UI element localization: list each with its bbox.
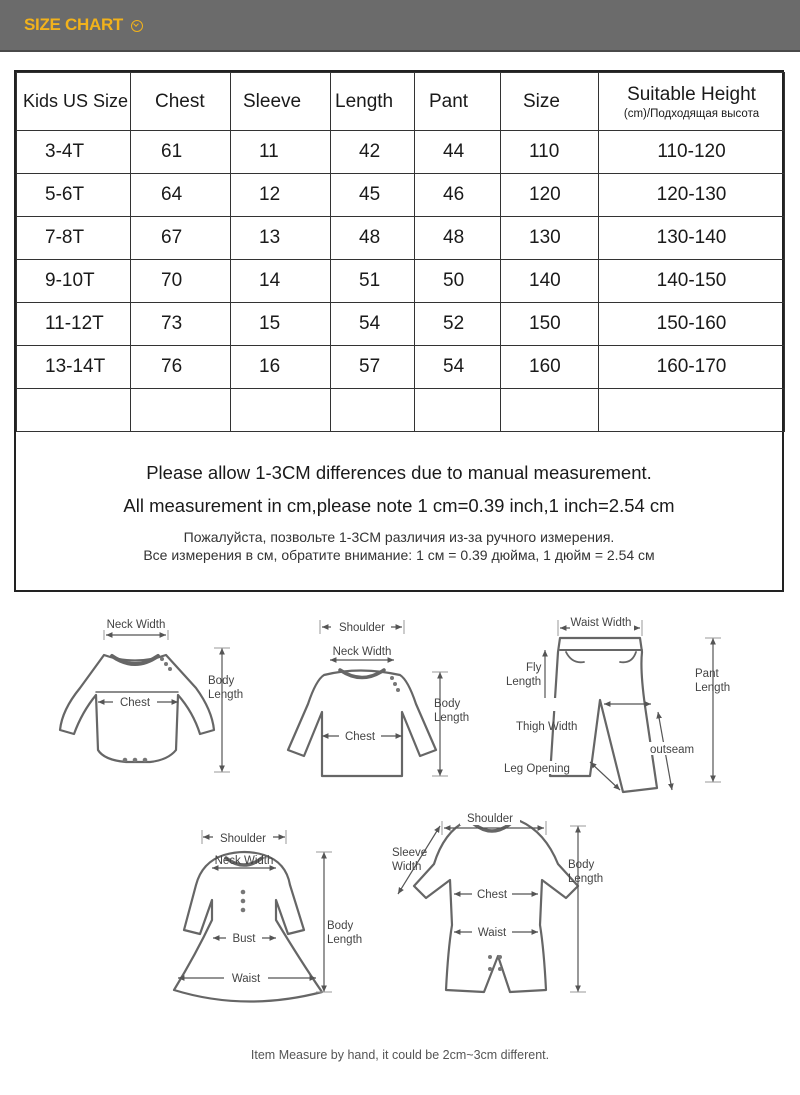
- pants-thigh-width-label: Thigh Width: [516, 721, 578, 733]
- table-cell-value: 110: [529, 141, 560, 162]
- header-kids-us-size: Kids US Size: [17, 73, 131, 131]
- dress-bust-label: Bust: [232, 933, 256, 945]
- shirt-shoulder-label: Shoulder: [338, 622, 386, 634]
- shirt-body-length-label-2: Length: [434, 712, 470, 724]
- table-cell-value: 7-8T: [45, 227, 85, 248]
- table-cell: [501, 174, 599, 217]
- banner-title: SIZE CHART: [24, 15, 124, 34]
- table-cell-value: 57: [359, 356, 381, 377]
- table-cell: [501, 303, 599, 346]
- table-cell: [17, 131, 131, 174]
- dress-shoulder-label: Shoulder: [219, 833, 267, 845]
- table-cell-value: 140-150: [656, 270, 727, 291]
- table-cell: [415, 346, 501, 389]
- table-body: [17, 131, 785, 432]
- table-cell-value: 3-4T: [45, 141, 85, 162]
- footnote: Item Measure by hand, it could be 2cm~3cm different.: [250, 1048, 550, 1062]
- table-cell: [501, 217, 599, 260]
- size-chart-banner: [0, 0, 800, 52]
- table-cell: [131, 260, 231, 303]
- table-cell: [17, 389, 131, 432]
- dress-body-length-label-2: Length: [327, 934, 363, 946]
- table-cell: [415, 303, 501, 346]
- bodysuit-chest-label: Chest: [119, 697, 151, 709]
- table-cell: [231, 217, 331, 260]
- table-cell-value: 130-140: [656, 227, 727, 248]
- table-cell-value: 46: [443, 184, 465, 205]
- table-cell: [599, 303, 785, 346]
- table-cell-value: 12: [259, 184, 281, 205]
- pants-waist-width-label: Waist Width: [570, 617, 632, 629]
- dress-neck-width-label: Neck Width: [214, 855, 274, 867]
- table-cell: [501, 260, 599, 303]
- table-cell: [331, 217, 415, 260]
- note-english-1: Please allow 1-3CM differences due to manual measurement.: [146, 462, 652, 483]
- table-cell-value: 13: [259, 227, 281, 248]
- table-cell: [231, 346, 331, 389]
- table-cell: [331, 174, 415, 217]
- table-cell-value: 160: [529, 356, 561, 377]
- table-row: [17, 389, 785, 432]
- table-row: [17, 217, 785, 260]
- header-size: Size: [501, 73, 599, 131]
- romper-waist-label: Waist: [477, 927, 507, 939]
- table-cell-value: 44: [443, 141, 465, 162]
- table-cell: [331, 131, 415, 174]
- table-cell-value: 150-160: [656, 313, 727, 334]
- table-cell: [599, 174, 785, 217]
- table-cell: [17, 346, 131, 389]
- note-russian-2: Все измерения в см, обратите внимание: 1 см = 0.39 дюйма, 1 дюйм = 2.54 см: [143, 547, 655, 563]
- table-cell-value: 13-14T: [45, 356, 106, 377]
- size-chart-box: [14, 70, 784, 592]
- table-cell: [501, 346, 599, 389]
- table-cell: [599, 346, 785, 389]
- table-cell-value: 120: [529, 184, 561, 205]
- table-cell-value: 42: [359, 141, 381, 162]
- table-cell: [231, 174, 331, 217]
- table-cell: [231, 303, 331, 346]
- romper-diagram: [414, 817, 578, 992]
- table-cell-value: 140: [529, 270, 561, 291]
- table-cell-value: 67: [161, 227, 183, 248]
- table-cell: [17, 260, 131, 303]
- table-cell-value: 130: [529, 227, 561, 248]
- note-english-2: All measurement in cm,please note 1 cm=0.39 inch,1 inch=2.54 cm: [123, 495, 675, 516]
- table-cell: [131, 131, 231, 174]
- dress-body-length-label-1: Body: [327, 920, 354, 932]
- romper-body-length-label-1: Body: [568, 859, 595, 871]
- header-sleeve: Sleeve: [231, 73, 331, 131]
- table-cell: [331, 303, 415, 346]
- header-chest: Chest: [131, 73, 231, 131]
- pants-fly-length-label-2: Length: [506, 676, 542, 688]
- table-cell: [415, 131, 501, 174]
- table-cell: [599, 389, 785, 432]
- table-cell-value: 11-12T: [45, 313, 104, 334]
- table-cell-value: 48: [443, 227, 465, 248]
- table-cell-value: 11: [259, 141, 279, 162]
- pants-leg-opening-label: Leg Opening: [504, 763, 570, 775]
- table-cell-value: 16: [259, 356, 281, 377]
- header-pant: Pant: [415, 73, 501, 131]
- table-header-row: [17, 73, 785, 131]
- table-cell: [231, 389, 331, 432]
- table-cell-value: 54: [359, 313, 381, 334]
- table-cell: [231, 260, 331, 303]
- table-row: [17, 303, 785, 346]
- measurement-diagrams: [0, 600, 800, 1060]
- shirt-neck-width-label: Neck Width: [332, 646, 392, 658]
- table-cell-value: 52: [443, 313, 465, 334]
- table-cell-value: 70: [161, 270, 183, 291]
- table-cell-value: 5-6T: [45, 184, 85, 205]
- table-cell: [415, 389, 501, 432]
- table-row: [17, 131, 785, 174]
- table-cell: [501, 389, 599, 432]
- table-cell: [599, 131, 785, 174]
- romper-sleeve-width-label-1: Sleeve: [392, 847, 428, 859]
- pants-pant-length-label-1: Pant: [695, 668, 719, 680]
- table-cell: [415, 217, 501, 260]
- table-cell: [415, 260, 501, 303]
- table-cell: [17, 303, 131, 346]
- header-length: Length: [331, 73, 415, 131]
- table-cell-value: 110-120: [657, 141, 726, 162]
- table-cell: [131, 303, 231, 346]
- shirt-body-length-label-1: Body: [434, 698, 461, 710]
- table-cell-value: 61: [161, 141, 183, 162]
- romper-shoulder-label: Shoulder: [466, 813, 514, 825]
- header-suitable-height: Suitable Height (cm)/Подходящая высота: [599, 73, 785, 131]
- table-cell: [131, 389, 231, 432]
- table-cell: [599, 260, 785, 303]
- romper-chest-label: Chest: [476, 889, 508, 901]
- table-cell: [17, 217, 131, 260]
- pants-pant-length-label-2: Length: [695, 682, 731, 694]
- table-cell: [331, 389, 415, 432]
- chevron-down-circle-icon: [131, 20, 143, 32]
- table-cell-value: 150: [529, 313, 561, 334]
- bodysuit-body-length-label-2: Length: [208, 689, 244, 701]
- size-table: [16, 72, 785, 432]
- pants-fly-length-label-1: Fly: [526, 662, 542, 674]
- shirt-diagram: [288, 670, 436, 776]
- table-cell: [501, 131, 599, 174]
- bodysuit-body-length-label-1: Body: [208, 675, 235, 687]
- table-cell: [131, 217, 231, 260]
- table-cell: [599, 217, 785, 260]
- table-row: [17, 174, 785, 217]
- table-cell-value: 45: [359, 184, 381, 205]
- table-cell: [231, 131, 331, 174]
- table-cell: [331, 260, 415, 303]
- table-cell-value: 54: [443, 356, 465, 377]
- table-row: [17, 346, 785, 389]
- shirt-chest-label: Chest: [344, 731, 376, 743]
- table-cell-value: 48: [359, 227, 381, 248]
- table-cell-value: 64: [161, 184, 183, 205]
- romper-body-length-label-2: Length: [568, 873, 604, 885]
- bodysuit-neck-width-label: Neck Width: [106, 619, 166, 631]
- table-cell: [131, 174, 231, 217]
- table-cell: [131, 346, 231, 389]
- pants-outseam-label: outseam: [650, 744, 695, 756]
- table-cell-value: 160-170: [656, 356, 727, 377]
- table-cell-value: 15: [259, 313, 281, 334]
- table-cell-value: 50: [443, 270, 465, 291]
- table-cell: [17, 174, 131, 217]
- table-cell-value: 9-10T: [45, 270, 95, 291]
- table-cell-value: 76: [161, 356, 183, 377]
- dress-waist-label: Waist: [231, 973, 261, 985]
- romper-sleeve-width-label-2: Width: [392, 861, 422, 873]
- table-cell-value: 120-130: [656, 184, 727, 205]
- table-cell-value: 14: [259, 270, 281, 291]
- note-russian-1: Пожалуйста, позвольте 1-3CM различия из-за ручного измерения.: [183, 529, 615, 545]
- table-row: [17, 260, 785, 303]
- table-cell: [415, 174, 501, 217]
- table-cell-value: 51: [359, 270, 381, 291]
- table-cell: [331, 346, 415, 389]
- table-cell-value: 73: [161, 313, 183, 334]
